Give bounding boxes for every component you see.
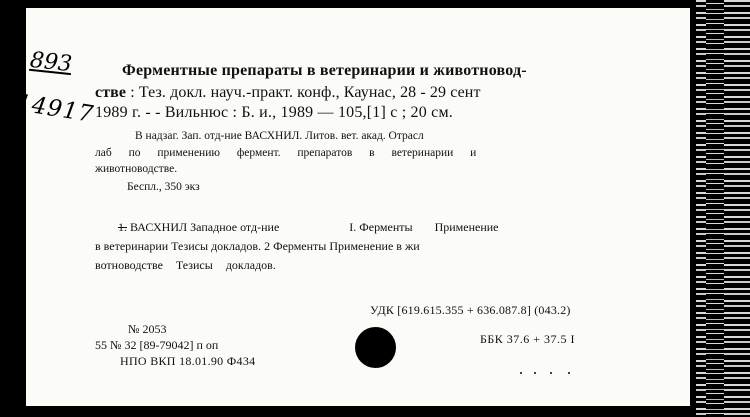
udk-code: УДК [619.615.355 + 636.087.8] (043.2): [370, 303, 571, 317]
added-entry-org: ВАСХНИЛ: [130, 220, 188, 234]
price-edition: Беспл., 350 экз: [127, 181, 200, 193]
subjects-line-2: в ветеринарии Тезисы докладов. 2 Ферменты Применение в жи: [95, 239, 420, 253]
card-number: № 2053: [128, 322, 167, 336]
imprint-line: 1989 г. - - Вильнюс : Б. и., 1989 — 105,[1] с ; 20 см.: [95, 104, 453, 121]
subject-1-term: Ферменты: [359, 220, 413, 234]
added-entry-rest: Западное отд-ние: [190, 220, 280, 234]
order-number: 55 № 32 [89-79042] п оп: [95, 338, 219, 352]
subject-1-number: I.: [349, 220, 357, 234]
card-title-line-2: [95, 84, 481, 102]
punch-hole: [355, 327, 396, 368]
scan-specks: [520, 372, 580, 378]
handwritten-shelf-mark-top: 893: [28, 47, 74, 78]
card-title-line-1: Ферментные препараты в ветеринарии и животновод-: [122, 62, 527, 79]
scan-edge-strip: [696, 0, 750, 417]
note-line-3: животноводстве.: [95, 163, 178, 175]
bbk-code: ББК 37.6 + 37.5 I: [480, 332, 576, 346]
subject-1-tail: Применение: [434, 220, 499, 234]
added-entries-line-1: [118, 220, 499, 235]
publisher-line: НПО ВКП 18.01.90 Ф434: [120, 354, 256, 368]
handwritten-shelf-mark-bottom: 14917: [14, 90, 96, 128]
title-line-2-rest: : Тез. докл. науч.-практ. конф., Каунас, 28 - 29 сент: [126, 84, 481, 101]
note-line-2: лаб по применению фермент. препаратов в ветеринарии и: [95, 147, 477, 159]
note-line-1: В надзаг. Зап. отд-ние ВАСХНИЛ. Литов. вет. акад. Отрасл: [135, 130, 424, 142]
added-entry-number: 1.: [118, 220, 127, 234]
subjects-line-3: вотноводстве Тезисы докладов.: [95, 258, 276, 272]
title-line-2-bold: стве: [95, 84, 127, 101]
